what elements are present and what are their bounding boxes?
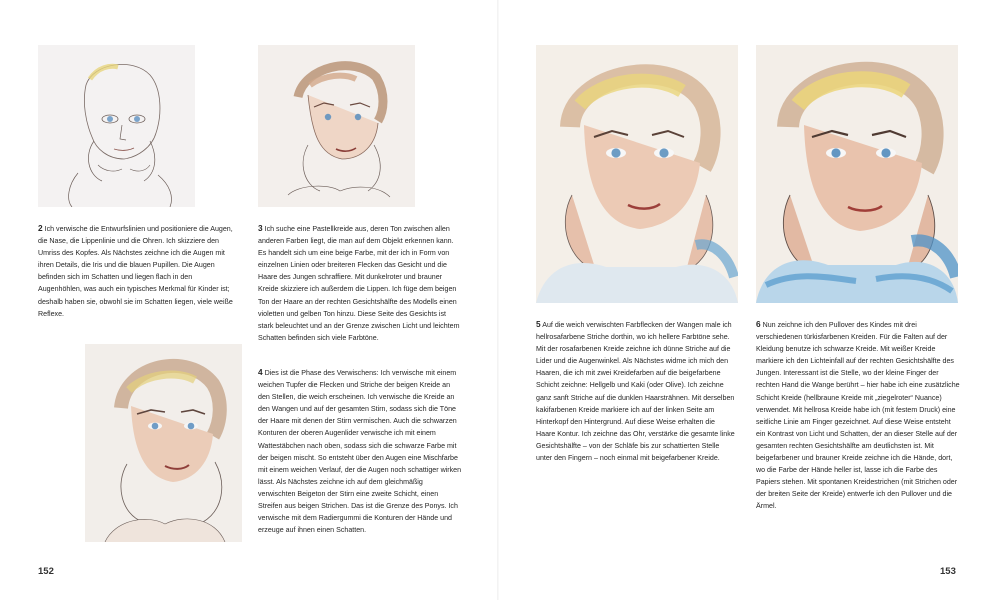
illustration-step-2: [38, 45, 195, 207]
step-6-text: [756, 318, 960, 513]
step-number: 5: [536, 319, 541, 329]
step-number: 4: [258, 367, 263, 377]
step-description: Auf die weich verwischten Farbflecken der Wangen male ich hellrosafarbene Striche dorthin, wo ich hellere Farbtöne sehe. Mit der rosafarbenen Kreide zeichne ich dünne Striche auf die Lider und die Augenwinkel. Als Nächstes widme ich mich den Haaren, die ich mit zwei Kreidefarben auf die beigefarbene Schicht zeichne: Hellgelb und Kaki (oder Olive). Ich zeichne ganz sanft Striche auf die dunklen Haarsträhnen. Mit derselben kakifarbenen Kreide markiere ich auf der linken Seite am Hinterkopf den Hintergrund. Auf diese Weise erhalten die Haare Kontur. Ich zeichne das Ohr, verstärke die gesamte linke Gesichtshälfte – von der Schläfe bis zur schattierten Stelle unter den Fingern – noch einmal mit beigefarbener Kreide.: [536, 321, 735, 463]
step-description: Nun zeichne ich den Pullover des Kindes mit drei verschiedenen türkisfarbenen Kreiden. Für die Falten auf der Kleidung benutze ich schwarze Kreide. Mit weißer Kreide markiere ich den Lichteinfall auf der rechten Gesichtshälfte des Jungen. Interessant ist die Stelle, wo der kleine Finger der rechten Hand die Wange berührt – hier habe ich eine zusätzliche Schicht Kreide (hellbraune Kreide mit „ziegelroter“ Nuance) verwendet. Mit hellrosa Kreide habe ich (mit festem Druck) eine seitliche Linie am Finger gezeichnet. Auf diese Weise entsteht ein Kontrast von Licht und Schatten, der an dieser Stelle auf der gesamten rechten Gesichtshälfte am deutlichsten ist. Mit beigefarbener und brauner Kreide zeichne ich die Hände, dort, wo die Farbe der Hände heller ist, lasse ich die Farbe des Papiers stehen. Mit spontanen Kreidestrichen (mit Strichen oder der breiten Seite der Kreide) entwerfe ich den Pullover und die Ärmel.: [756, 321, 960, 511]
step-5-text: [536, 318, 736, 464]
illustration-step-5: [536, 45, 738, 303]
step-2-text: [38, 222, 234, 320]
step-description: Dies ist die Phase des Verwischens: Ich verwische mit einem weichen Tupfer die Flecken und Striche der beigen Kreide an den Stellen, die weich erscheinen. Ich verwische die Kreide an den Wangen und auf der gesamten Stirn, sodass sich die Töne der Haare mit denen der Stirn vermischen. Auch die schwarzen Konturen der oberen Augenlider verwische ich mit einem Wattestäbchen nach oben, sodass sich die schwarze Farbe mit der beigen mischt. So entsteht über den Augen eine Mischfarbe mit einem weichen Verlauf, der die Augen noch schattiger wirken lässt. Als Nächstes zeichne ich auf dem gleichmäßig verwischten Beigeton der Stirn eine zweite Schicht, einen Streifen aus beigen Strichen. Das ist die Grenze des Ponys. Ich verwische mit dem Radiergummi die Konturen der Hände und erzeuge auf ihnen einen Schatten.: [258, 369, 462, 535]
step-number: 6: [756, 319, 761, 329]
step-description: Ich verwische die Entwurfslinien und positioniere die Augen, die Nase, die Lippenlinie und die Ohren. Ich skizziere den Umriss des Kopfes. Als Nächstes zeichne ich die Augen mit ihren Details, die Iris und die blauen Pupillen. Die Augen befinden sich im Schatten und liegen flach in den Augenhöhlen, was auch ein typisches Merkmal für Kinder ist; deshalb haben sie, obwohl sie im Schatten liegen, viele weiße Reflexe.: [38, 225, 233, 318]
step-4-text: [258, 366, 462, 536]
step-number: 2: [38, 223, 43, 233]
page-gutter: [497, 0, 499, 600]
page-number-right: 153: [940, 566, 956, 577]
step-3-text: [258, 222, 462, 344]
step-description: Ich suche eine Pastellkreide aus, deren Ton zwischen allen anderen Farben liegt, die man auf dem Objekt erkennen kann. Es handelt sich um eine beige Farbe, mit der ich in Form von einzelnen Linien oder breiteren Flecken das Gesicht und die Haare des Jungen schraffiere. Mit dunkelroter und brauner Kreide skizziere ich außerdem die Lippen. Ich füge dem beigen Ton der Haare an der rechten Gesichtshälfte des Modells einen violetten und gelben Ton hinzu. Diese Seite des Gesichts ist stark beleuchtet und an der Grenze zwischen Licht und leichtem Schatten befinden sich viele Farbtöne.: [258, 225, 460, 342]
illustration-step-6: [756, 45, 958, 303]
illustration-step-3: [258, 45, 415, 207]
step-number: 3: [258, 223, 263, 233]
illustration-step-4: [85, 344, 242, 542]
page-number-left: 152: [38, 566, 54, 577]
